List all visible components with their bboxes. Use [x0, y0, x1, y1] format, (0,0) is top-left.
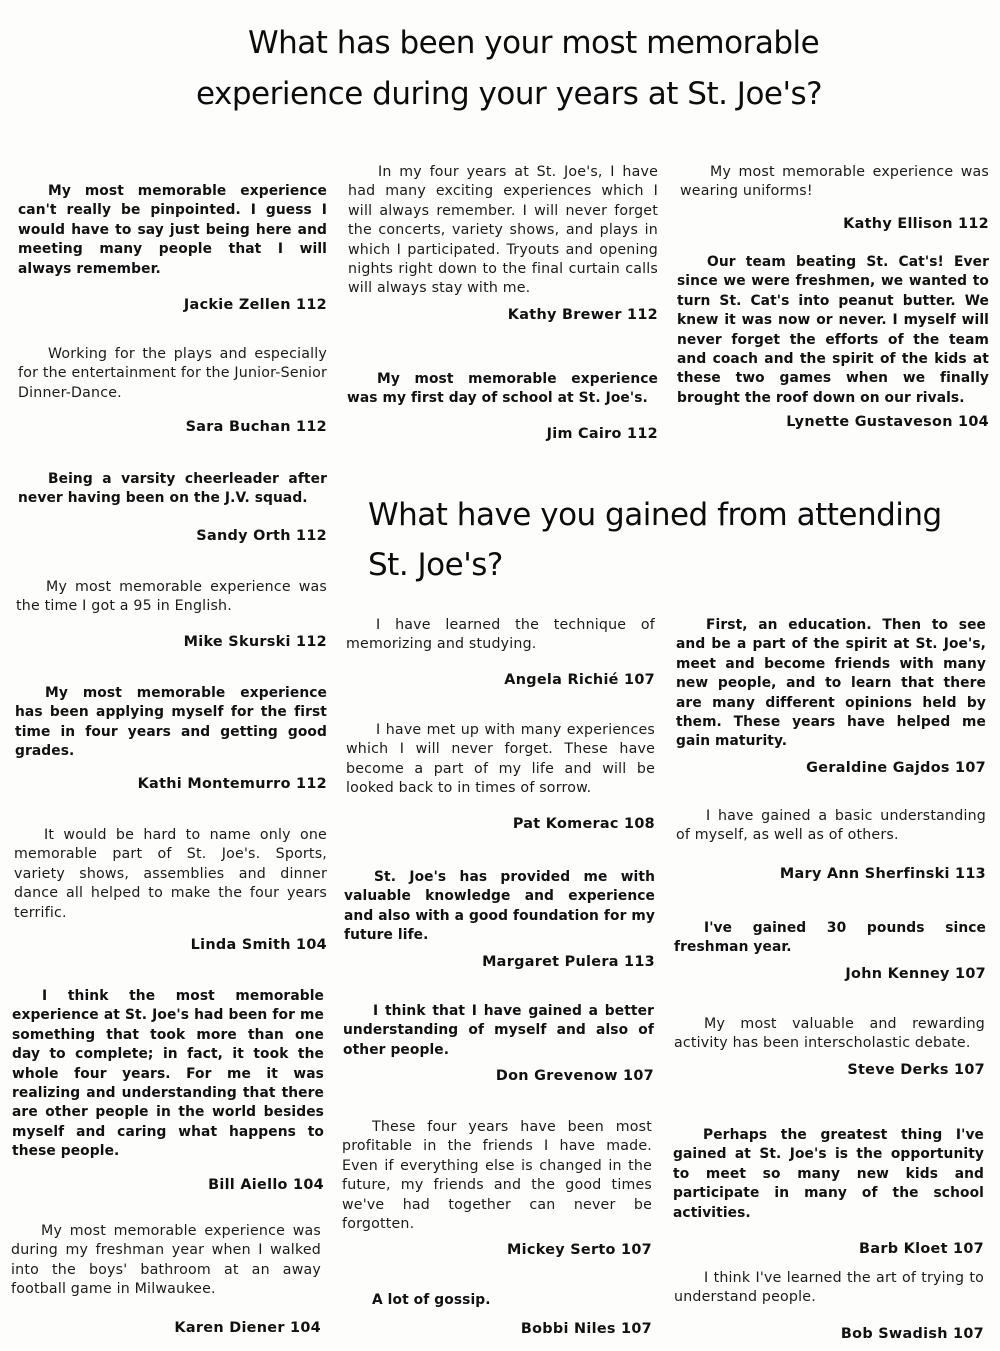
response-entry — [346, 721, 655, 832]
response-quote: Our team beating St. Cat's! Ever since we were freshmen, we wanted to turn St. Cat's into peanut butter. We knew it was now or never. I myself will never forget the efforts of the team and coach and the spirit of the kids at these two games when we finally brought the roof down on our rivals. — [677, 254, 989, 406]
response-quote: My most valuable and rewarding activity has been interscholastic debate. — [674, 1016, 985, 1052]
respondent-name: Barb Kloet 107 — [859, 1241, 984, 1258]
response-quote: These four years have been most profitable in the friends I have made. Even if everything else is changed in the future, my friends and the good times we've had together can never be forgotten. — [342, 1119, 652, 1233]
respondent-name: John Kenney 107 — [845, 965, 986, 982]
response-quote: Being a varsity cheerleader after never having been on the J.V. squad. — [18, 471, 327, 507]
response-entry — [16, 578, 327, 650]
response-quote: I think the most memorable experience at St. Joe's had been for me something that took more than one day to complete; in fact, it took the whole four years. For me it was realizing and understanding that there are other people in the world besides myself and caring what happens to these people. — [12, 988, 324, 1160]
response-entry — [12, 987, 324, 1193]
response-quote: It would be hard to name only one memorable part of St. Joe's. Sports, variety shows, assemblies and dinner dance all helped to make the four years terrific. — [14, 827, 327, 921]
response-quote: My most memorable experience was the time I got a 95 in English. — [16, 579, 327, 615]
response-quote: My most memorable experience was my first day of school at St. Joe's. — [347, 371, 658, 407]
response-entry — [18, 470, 327, 544]
response-entry — [348, 163, 658, 323]
respondent-name: Angela Richié 107 — [504, 671, 655, 688]
respondent-name: Jim Cairo 112 — [546, 425, 658, 442]
respondent-name: Geraldine Gajdos 107 — [806, 759, 986, 776]
heading-line: St. Joe's? — [368, 547, 503, 583]
response-quote: I've gained 30 pounds since freshman year. — [674, 920, 986, 956]
response-quote: In my four years at St. Joe's, I have had many exciting experiences which I will always remember. I will never forget the concerts, variety shows, and plays in which I participated. Tryouts and opening nights right down to the final curtain calls will always stay with me. — [348, 164, 658, 297]
respondent-name: Mike Skurski 112 — [183, 633, 327, 650]
response-entry — [674, 1269, 984, 1342]
response-quote: My most memorable experience was wearing uniforms! — [680, 164, 989, 200]
respondent-name: Kathi Montemurro 112 — [137, 775, 327, 792]
section-heading-memorable — [0, 18, 1000, 120]
response-entry — [677, 253, 989, 430]
response-quote: I have met up with many experiences which I will never forget. These have become a part of my life and will be looked back to in times of sorrow. — [346, 722, 655, 797]
response-entry — [342, 1118, 652, 1258]
response-entry — [18, 182, 327, 313]
response-entry — [347, 370, 658, 442]
response-entry — [343, 1002, 654, 1084]
response-quote: I have gained a basic understanding of myself, as well as of others. — [676, 808, 986, 844]
response-entry — [346, 616, 655, 688]
heading-line: What has been your most memorable — [248, 25, 820, 61]
respondent-name: Margaret Pulera 113 — [482, 953, 655, 970]
response-quote: I have learned the technique of memorizing and studying. — [346, 617, 655, 653]
response-quote: I think that I have gained a better understanding of myself and also of other people. — [343, 1003, 654, 1058]
response-entry — [680, 163, 989, 232]
respondent-name: Kathy Ellison 112 — [843, 215, 989, 232]
respondent-name: Bob Swadish 107 — [840, 1325, 984, 1342]
respondent-name: Bill Aiello 104 — [208, 1176, 324, 1193]
respondent-name: Bobbi Niles 107 — [520, 1321, 652, 1338]
response-quote: St. Joe's has provided me with valuable knowledge and experience and also with a good foundation for my future life. — [344, 869, 655, 944]
response-quote: My most memorable experience was during my freshman year when I walked into the boys' bathroom at an away football game in Milwaukee. — [11, 1223, 321, 1298]
heading-line: experience during your years at St. Joe's? — [196, 76, 823, 112]
respondent-name: Jackie Zellen 112 — [183, 297, 327, 314]
response-entry — [676, 616, 986, 776]
heading-line: What have you gained from attending — [368, 497, 942, 533]
respondent-name: Sara Buchan 112 — [185, 419, 327, 436]
response-quote: A lot of gossip. — [372, 1292, 491, 1308]
respondent-name: Pat Komerac 108 — [512, 815, 655, 832]
response-entry — [11, 1222, 321, 1336]
response-quote: My most memorable experience has been applying myself for the first time in four years and getting good grades. — [15, 685, 327, 760]
respondent-name: Sandy Orth 112 — [196, 527, 327, 544]
response-entry — [674, 919, 986, 982]
response-entry — [676, 807, 986, 882]
respondent-name: Mickey Serto 107 — [507, 1242, 652, 1259]
response-entry — [344, 868, 655, 970]
respondent-name: Linda Smith 104 — [190, 937, 327, 954]
response-quote: First, an education. Then to see and be a part of the spirit at St. Joe's, meet and become friends with many new people, and to learn that there are many different opinions held by them. These years have helped me gain maturity. — [676, 617, 986, 750]
response-quote: I think I've learned the art of trying to understand people. — [674, 1270, 984, 1306]
response-entry — [673, 1126, 984, 1257]
response-entry — [14, 826, 327, 953]
response-entry — [674, 1015, 985, 1078]
section-heading-gained — [368, 490, 988, 590]
response-quote: Perhaps the greatest thing I've gained at St. Joe's is the opportunity to meet so many new kids and participate in many of the school activities. — [673, 1127, 984, 1221]
respondent-name: Mary Ann Sherfinski 113 — [779, 865, 986, 882]
response-entry — [342, 1291, 652, 1337]
respondent-name: Lynette Gustaveson 104 — [786, 414, 989, 431]
response-entry — [15, 684, 327, 792]
respondent-name: Karen Diener 104 — [174, 1319, 321, 1336]
respondent-name: Don Grevenow 107 — [495, 1068, 654, 1085]
respondent-name: Steve Derks 107 — [847, 1061, 985, 1078]
response-entry — [18, 345, 327, 435]
response-quote: Working for the plays and especially for the entertainment for the Junior-Senior Dinner-Dance. — [18, 346, 327, 401]
respondent-name: Kathy Brewer 112 — [507, 306, 658, 323]
response-quote: My most memorable experience can't really be pinpointed. I guess I would have to say just being here and meeting many people that I will always remember. — [18, 183, 327, 277]
